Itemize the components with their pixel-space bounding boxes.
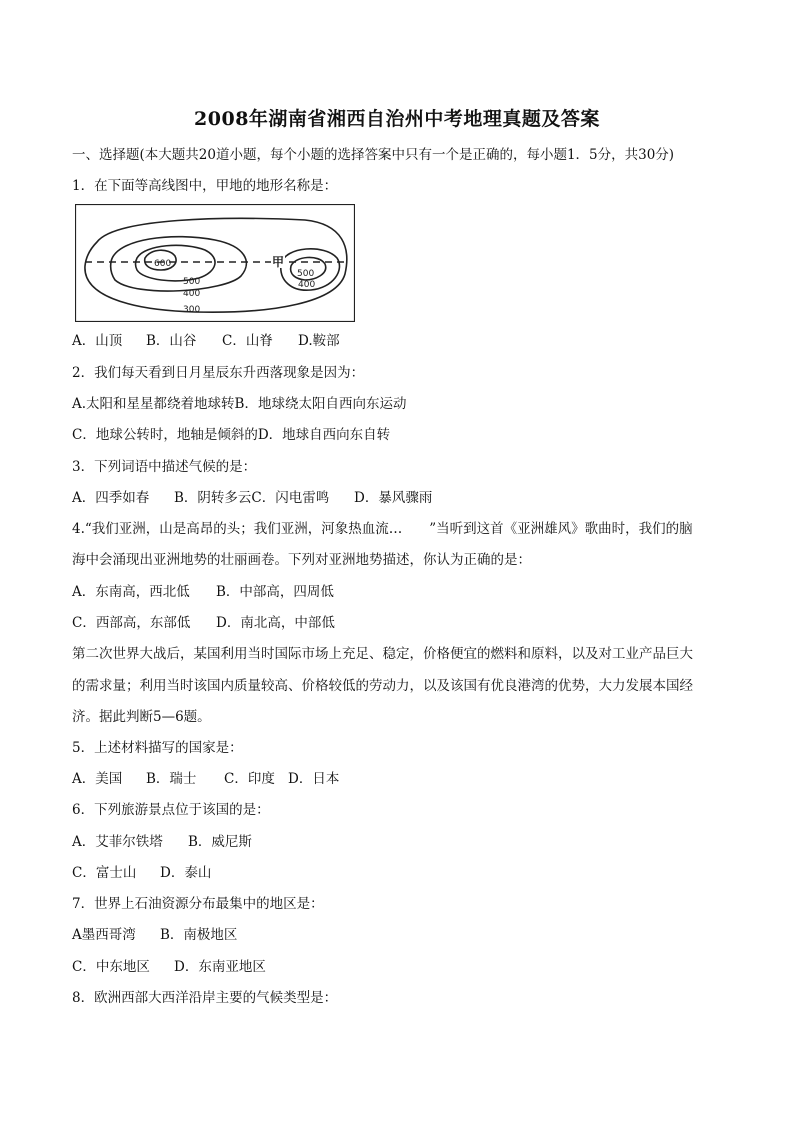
q7-option-b[interactable]: B．南极地区	[160, 927, 238, 943]
contour-map-svg	[75, 204, 355, 322]
question-3-stem: 3．下列词语中描述气候的是：	[72, 459, 257, 475]
q4-options-row-1	[72, 583, 334, 601]
q3-option-bc[interactable]: B．阴转多云C．闪电雷鸣	[174, 490, 330, 506]
question-7-stem: 7．世界上石油资源分布最集中的地区是：	[72, 896, 324, 912]
q1-option-a[interactable]: A．山顶	[72, 333, 123, 349]
label-400: 400	[183, 289, 201, 299]
q6-option-d[interactable]: D．泰山	[160, 865, 212, 881]
label-jia: 甲	[272, 255, 285, 269]
q2-options-row-2[interactable]: C．地球公转时，地轴是倾斜的D．地球自西向东自转	[72, 427, 391, 443]
q2-options-row-1[interactable]: A.太阳和星星都绕着地球转B．地球绕太阳自西向东运动	[72, 396, 407, 412]
question-1-options	[72, 332, 340, 350]
q7-options-row-1	[72, 926, 237, 944]
q4-option-b[interactable]: B．中部高，四周低	[216, 584, 334, 600]
question-6-stem: 6．下列旅游景点位于该国的是：	[72, 802, 270, 818]
q1-option-c[interactable]: C．山脊	[222, 333, 273, 349]
label-right-500: 500	[297, 269, 315, 279]
q6-options-row-1	[72, 833, 252, 851]
question-3-options	[72, 489, 432, 507]
q3-option-a[interactable]: A．四季如春	[72, 490, 150, 506]
passage-line-2: 的需求量；利用当时该国内质量较高、价格较低的劳动力，以及该国有优良港湾的优势，大力发展本国经	[72, 678, 693, 694]
question-1-stem: 1．在下面等高线图中，甲地的地形名称是：	[72, 178, 338, 194]
q5-option-b[interactable]: B．瑞士	[146, 771, 197, 787]
passage-line-3: 济。据此判断5—6题。	[72, 709, 211, 725]
question-4-stem-line-1: 4.“我们亚洲，山是高昂的头；我们亚洲，河象热血流… ”当听到这首《亚洲雄风》歌曲时，我们的脑	[72, 521, 693, 537]
question-5-options	[72, 770, 339, 788]
q4-option-d[interactable]: D．南北高，中部低	[216, 615, 335, 631]
label-600: 600	[154, 259, 172, 269]
q1-option-d[interactable]: D.鞍部	[298, 333, 340, 349]
q7-option-c[interactable]: C．中东地区	[72, 959, 150, 975]
question-5-stem: 5．上述材料描写的国家是：	[72, 740, 243, 756]
q5-option-d[interactable]: D．日本	[288, 771, 340, 787]
label-300: 300	[183, 305, 201, 315]
q7-options-row-2	[72, 958, 266, 976]
q6-options-row-2	[72, 864, 211, 882]
section-heading: 一、选择题(本大题共20道小题，每个小题的选择答案中只有一个是正确的，每小题1．5分，共30分)	[72, 147, 675, 163]
passage-line-1: 第二次世界大战后，某国利用当时国际市场上充足、稳定，价格便宜的燃料和原料，以及对工业产品巨大	[72, 646, 693, 662]
question-8-stem: 8．欧洲西部大西洋沿岸主要的气候类型是：	[72, 990, 338, 1006]
q4-options-row-2	[72, 614, 335, 632]
q3-option-d[interactable]: D．暴风骤雨	[354, 490, 433, 506]
q4-option-a[interactable]: A．东南高，西北低	[72, 584, 190, 600]
q6-option-c[interactable]: C．富士山	[72, 865, 137, 881]
q5-option-a[interactable]: A．美国	[72, 771, 123, 787]
question-2-stem: 2．我们每天看到日月星辰东升西落现象是因为：	[72, 365, 365, 381]
q5-option-c[interactable]: C．印度	[224, 771, 275, 787]
label-right-400: 400	[298, 280, 316, 290]
contour-map	[75, 204, 355, 322]
q7-option-d[interactable]: D．东南亚地区	[174, 959, 266, 975]
q7-option-a[interactable]: A墨西哥湾	[72, 927, 136, 943]
q6-option-b[interactable]: B．威尼斯	[188, 834, 252, 850]
question-4-stem-line-2: 海中会涌现出亚洲地势的壮丽画卷。下列对亚洲地势描述，你认为正确的是：	[72, 552, 531, 568]
q4-option-c[interactable]: C．西部高，东部低	[72, 615, 191, 631]
q6-option-a[interactable]: A．艾菲尔铁塔	[72, 834, 163, 850]
q1-option-b[interactable]: B．山谷	[146, 333, 197, 349]
label-500: 500	[183, 277, 201, 287]
page-title: 2008年湖南省湘西自治州中考地理真题及答案	[194, 108, 600, 130]
